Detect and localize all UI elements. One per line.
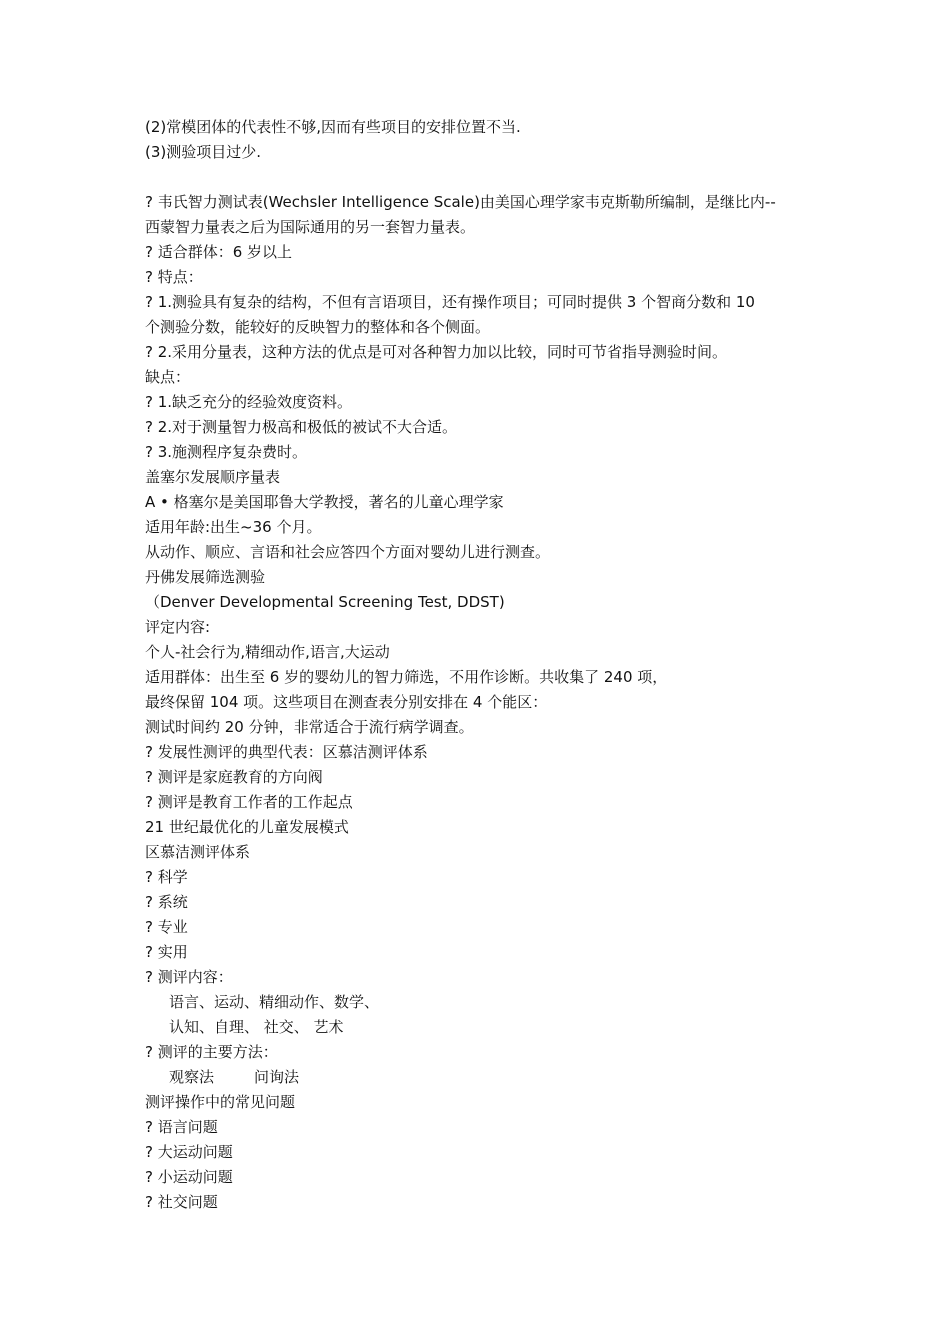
list-item: ? 语言问题	[145, 1118, 218, 1136]
text-line: (2)常模团体的代表性不够,因而有些项目的安排位置不当.	[145, 118, 521, 136]
section-heading: 丹佛发展筛选测验	[145, 568, 266, 586]
section-heading: 测评操作中的常见问题	[145, 1093, 296, 1111]
text-line: A • 格塞尔是美国耶鲁大学教授，著名的儿童心理学家	[145, 493, 504, 511]
section-heading: 盖塞尔发展顺序量表	[145, 468, 281, 486]
text-line: 适用年龄:出生~36 个月。	[145, 518, 322, 536]
list-item: ? 科学	[145, 868, 188, 886]
text-line: 西蒙智力量表之后为国际通用的另一套智力量表。	[145, 218, 476, 236]
method-observation: 观察法	[169, 1068, 215, 1086]
indented-line: 语言、运动、精细动作、数学、	[169, 993, 380, 1011]
list-item: ? 测评的主要方法：	[145, 1043, 278, 1061]
list-item: ? 测评内容：	[145, 968, 233, 986]
text-line: 21 世纪最优化的儿童发展模式	[145, 818, 349, 836]
text-line: 最终保留 104 项。这些项目在测查表分别安排在 4 个能区：	[145, 693, 548, 711]
text-line: ? 测评是家庭教育的方向阀	[145, 768, 323, 786]
list-item: ? 系统	[145, 893, 188, 911]
method-inquiry: 问询法	[254, 1068, 300, 1086]
text-line: 从动作、顺应、言语和社会应答四个方面对婴幼儿进行测查。	[145, 543, 551, 561]
text-line: 个测验分数，能较好的反映智力的整体和各个侧面。	[145, 318, 491, 336]
text-line: (3)测验项目过少.	[145, 143, 262, 161]
text-line: ? 1.测验具有复杂的结构，不但有言语项目，还有操作项目；可同时提供 3 个智商分数和 10	[145, 293, 755, 311]
text-line: 个人-社会行为,精细动作,语言,大运动	[145, 643, 390, 661]
document-body	[145, 115, 815, 1215]
section-label: 缺点：	[145, 368, 191, 386]
text-line: ? 测评是教育工作者的工作起点	[145, 793, 353, 811]
text-line: （Denver Developmental Screening Test, DDST)	[145, 593, 505, 611]
blank-line	[145, 165, 815, 190]
list-item: ? 实用	[145, 943, 188, 961]
text-line: ? 韦氏智力测试表(Wechsler Intelligence Scale)由美国心理学家韦克斯勒所编制，是继比内--	[145, 193, 776, 211]
text-line: ? 2.对于测量智力极高和极低的被试不大合适。	[145, 418, 458, 436]
text-line: ? 2.采用分量表，这种方法的优点是可对各种智力加以比较，同时可节省指导测验时间。	[145, 343, 728, 361]
list-item: ? 社交问题	[145, 1193, 218, 1211]
list-item: ? 专业	[145, 918, 188, 936]
text-line: ? 1.缺乏充分的经验效度资料。	[145, 393, 353, 411]
text-line: 评定内容:	[145, 618, 211, 636]
indented-line: 认知、自理、 社交、 艺术	[169, 1018, 344, 1036]
list-item: ? 小运动问题	[145, 1168, 233, 1186]
text-line: ? 发展性测评的典型代表：区慕洁测评体系	[145, 743, 428, 761]
text-line: 适用群体：出生至 6 岁的婴幼儿的智力筛选，不用作诊断。共收集了 240 项，	[145, 668, 668, 686]
text-line: ? 适合群体：6 岁以上	[145, 243, 293, 261]
text-line: 测试时间约 20 分钟，非常适合于流行病学调查。	[145, 718, 474, 736]
section-heading: 区慕洁测评体系	[145, 843, 251, 861]
text-line: ? 3.施测程序复杂费时。	[145, 443, 308, 461]
text-line: ? 特点：	[145, 268, 203, 286]
list-item: ? 大运动问题	[145, 1143, 233, 1161]
methods-line	[145, 1065, 815, 1090]
